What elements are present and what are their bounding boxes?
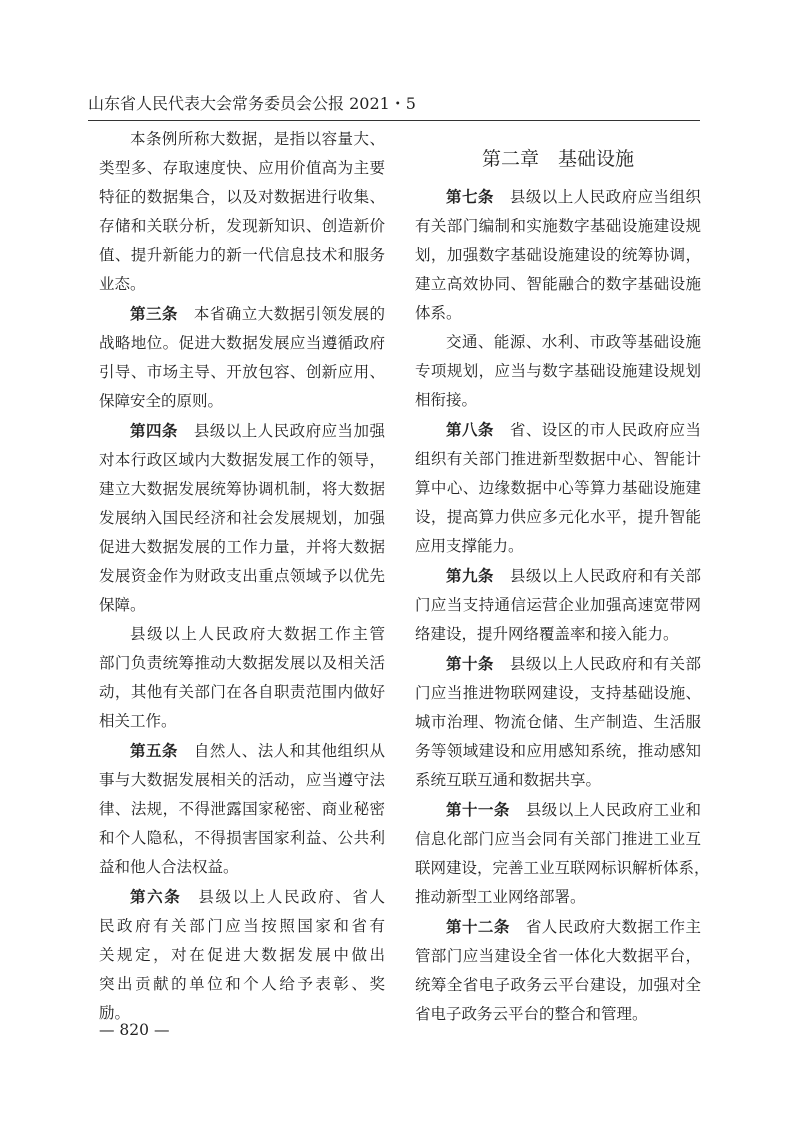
- text-line: 交通、能源、水利、市政等基础设施: [446, 333, 701, 351]
- article-number: 第十一条: [446, 800, 510, 819]
- text-line: 突出贡献的单位和个人给予表彰、奖: [99, 975, 385, 993]
- text-line: 战略地位。促进大数据发展应当遵循政府: [99, 334, 385, 352]
- article-number: 第六条: [130, 887, 182, 906]
- text-line: 励。: [99, 1004, 131, 1022]
- text-line: 相关工作。: [99, 712, 177, 730]
- paragraph: [99, 620, 385, 736]
- text-line: 门应当推进物联网建设，支持基础设施、: [415, 684, 701, 702]
- text-line: [415, 415, 701, 445]
- text-line: [99, 299, 385, 329]
- paragraph: [99, 882, 385, 1028]
- text-line: 值、提升新能力的新一代信息技术和服务: [99, 246, 385, 264]
- running-header: 山东省人民代表大会常务委员会公报 2021・5: [88, 94, 416, 113]
- text-line: 应用支撑能力。: [415, 537, 524, 555]
- text-line: 务等领域建设和应用感知系统，推动感知: [415, 742, 701, 760]
- paragraph: [415, 182, 701, 328]
- text-line: [99, 882, 385, 912]
- article-gap: [178, 742, 194, 760]
- text-line: 业态。: [99, 275, 146, 293]
- text-line: 发展纳入国民经济和社会发展规划，加强: [99, 509, 385, 527]
- header-rule: [88, 120, 700, 121]
- right-column: [415, 125, 710, 1029]
- text-line: [99, 416, 385, 446]
- article-number: 第十二条: [446, 917, 510, 936]
- text-line: 管部门应当建设全省一体化大数据平台，: [415, 947, 701, 965]
- text-line: [415, 649, 701, 679]
- article-gap: [178, 305, 194, 323]
- text-line: 体系。: [415, 304, 462, 322]
- article-number: 第七条: [446, 187, 494, 206]
- text-line: 促进大数据发展的工作力量，并将大数据: [99, 538, 385, 556]
- article-text: 县级以上人民政府应当加强: [193, 422, 385, 440]
- text-line: 城市治理、物流仓储、生产制造、生活服: [415, 713, 701, 731]
- left-column: [99, 125, 385, 1028]
- text-line: [415, 561, 701, 591]
- paragraph: [415, 328, 701, 415]
- text-line: 信息化部门应当会同有关部门推进工业互: [415, 830, 701, 848]
- paragraph: [99, 416, 385, 620]
- text-line: 本条例所称大数据，是指以容量大、: [130, 130, 385, 148]
- text-line: 有关部门编制和实施数字基础设施建设规: [415, 217, 701, 235]
- article-text: 省人民政府大数据工作主: [525, 918, 701, 936]
- text-line: 专项规划，应当与数字基础设施建设规划: [415, 362, 701, 380]
- article-number: 第八条: [446, 420, 494, 439]
- article-text: 县级以上人民政府和有关部: [509, 655, 701, 673]
- text-line: 和个人隐私，不得损害国家利益、公共利: [99, 829, 385, 847]
- article-text: 县级以上人民政府应当组织: [509, 188, 701, 206]
- text-line: 相衔接。: [415, 391, 478, 409]
- text-line: 事与大数据发展相关的活动，应当遵守法: [99, 771, 385, 789]
- article-gap: [494, 421, 510, 439]
- text-line: 保障。: [99, 596, 146, 614]
- article-gap: [181, 888, 198, 906]
- article-gap: [510, 918, 526, 936]
- text-line: 关规定，对在促进大数据发展中做出: [99, 946, 385, 964]
- article-gap: [494, 188, 510, 206]
- text-line: 保障安全的原则。: [99, 392, 224, 410]
- article-number: 第四条: [130, 421, 178, 440]
- paragraph: [415, 912, 701, 1029]
- text-line: 推动新型工业网络部署。: [415, 888, 586, 906]
- paragraph: [415, 415, 701, 561]
- paragraph: [415, 795, 710, 912]
- text-line: 划，加强数字基础设施建设的统筹协调，: [415, 246, 701, 264]
- text-line: 系统互联互通和数据共享。: [415, 771, 602, 789]
- article-gap: [510, 801, 526, 819]
- article-text: 自然人、法人和其他组织从: [193, 742, 385, 760]
- text-line: 民政府有关部门应当按照国家和省有: [99, 917, 385, 935]
- paragraph: [415, 561, 701, 649]
- paragraph: [99, 125, 385, 299]
- text-line: [415, 182, 701, 212]
- text-line: 律、法规，不得泄露国家秘密、商业秘密: [99, 800, 385, 818]
- article-text: 省、设区的市人民政府应当: [509, 421, 701, 439]
- text-line: 组织有关部门推进新型数据中心、智能计: [415, 450, 701, 468]
- text-line: 动，其他有关部门在各自职责范围内做好: [99, 683, 385, 701]
- text-line: 存储和关联分析，发现新知识、创造新价: [99, 217, 385, 235]
- article-number: 第三条: [130, 304, 178, 323]
- paragraph: [99, 299, 385, 416]
- text-line: 省电子政务云平台的整合和管理。: [415, 1005, 648, 1023]
- text-line: 设，提高算力供应多元化水平，提升智能: [415, 508, 701, 526]
- article-number: 第九条: [446, 566, 494, 585]
- article-text: 县级以上人民政府工业和: [525, 801, 701, 819]
- text-line: 类型多、存取速度快、应用价值高为主要: [99, 159, 385, 177]
- text-line: [99, 736, 385, 766]
- text-line: 引导、市场主导、开放包容、创新应用、: [99, 363, 385, 381]
- text-line: 建立高效协同、智能融合的数字基础设施: [415, 275, 701, 293]
- paragraph: [415, 649, 701, 795]
- text-line: 络建设，提升网络覆盖率和接入能力。: [415, 625, 679, 643]
- article-number: 第五条: [130, 741, 178, 760]
- article-gap: [494, 655, 510, 673]
- paragraph: [99, 736, 385, 882]
- article-gap: [494, 567, 510, 585]
- text-line: 县级以上人民政府大数据工作主管: [130, 625, 385, 643]
- text-line: 特征的数据集合，以及对数据进行收集、: [99, 188, 385, 206]
- text-line: 益和他人合法权益。: [99, 858, 239, 876]
- text-line: 发展资金作为财政支出重点领域予以优先: [99, 567, 385, 585]
- page-number: — 820 —: [99, 1021, 170, 1039]
- text-line: 统筹全省电子政务云平台建设，加强对全: [415, 976, 701, 994]
- text-line: 门应当支持通信运营企业加强高速宽带网: [415, 596, 701, 614]
- article-gap: [178, 422, 194, 440]
- text-line: 建立大数据发展统筹协调机制，将大数据: [99, 480, 385, 498]
- text-line: 对本行政区域内大数据发展工作的领导，: [99, 451, 385, 469]
- text-line: 部门负责统筹推动大数据发展以及相关活: [99, 654, 385, 672]
- article-text: 县级以上人民政府和有关部: [509, 567, 701, 585]
- article-number: 第十条: [446, 654, 494, 673]
- text-line: [415, 912, 701, 942]
- article-text: 本省确立大数据引领发展的: [193, 305, 385, 323]
- text-line: 算中心、边缘数据中心等算力基础设施建: [415, 479, 701, 497]
- text-line: 联网建设，完善工业互联网标识解析体系，: [415, 859, 710, 877]
- text-line: [415, 795, 701, 825]
- chapter-title: 第二章 基础设施: [481, 148, 634, 170]
- article-text: 县级以上人民政府、省人: [198, 888, 385, 906]
